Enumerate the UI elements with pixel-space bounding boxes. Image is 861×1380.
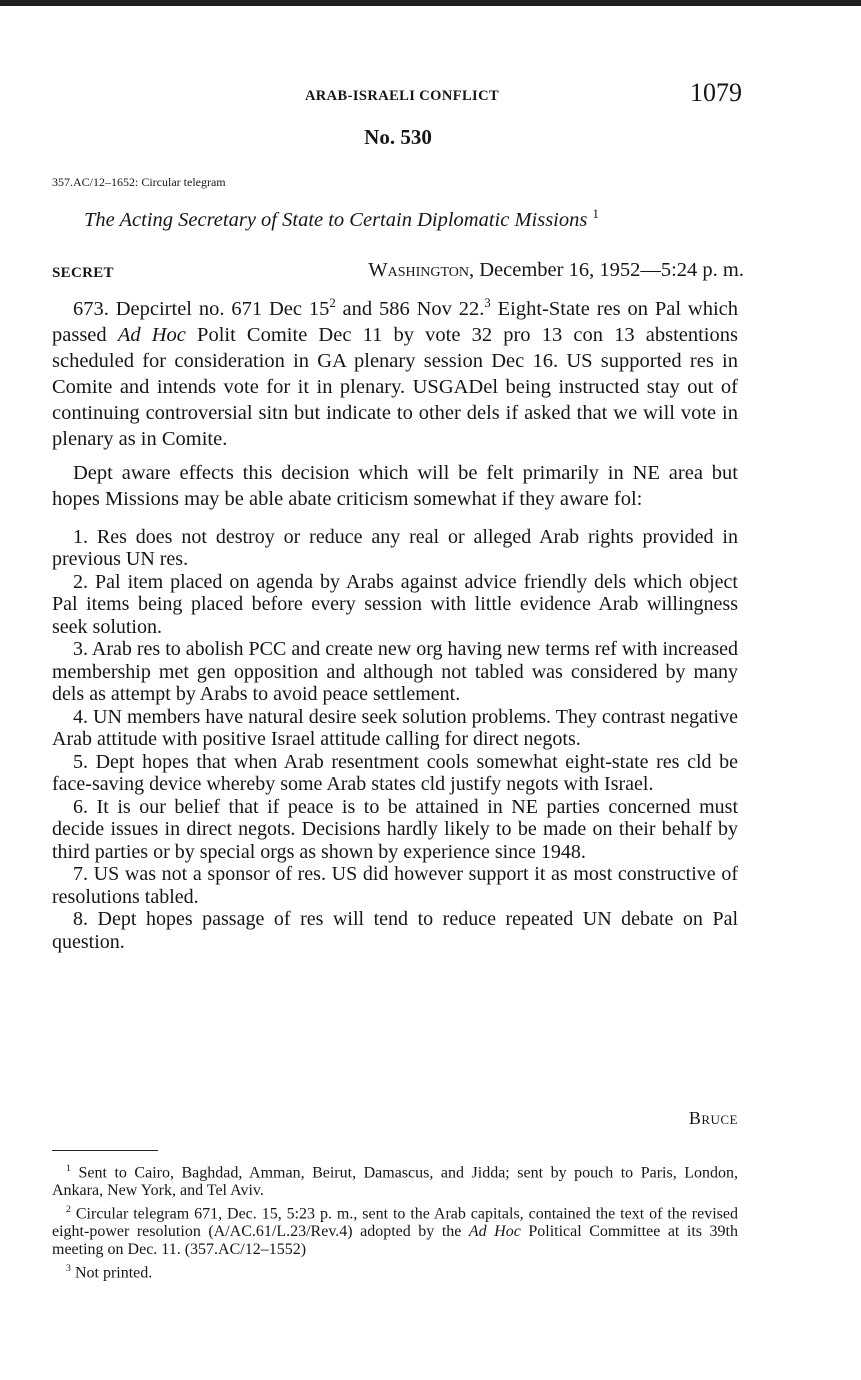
running-title: ARAB-ISRAELI CONFLICT: [304, 88, 500, 104]
footnotes: [52, 1160, 738, 1284]
paragraph-1-text-c: Eight-State res on Pal which passed: [52, 297, 738, 346]
paragraph-1-italic: Ad Hoc: [117, 323, 186, 346]
list-item: 6. It is our belief that if peace is to be attained in NE parties concerned must decide issues in direct negots. Decisions hardly likely to be made on their behalf by third parties or by special orgs as shown by experience since 1948.: [52, 795, 738, 863]
list-item: 1. Res does not destroy or reduce any real or alleged Arab rights provided in previous UN res.: [52, 525, 738, 571]
footnote-divider: [52, 1150, 158, 1151]
dateline: [368, 259, 744, 282]
footnote-2-italic: Ad Hoc: [468, 1223, 521, 1241]
document-title-text: The Acting Secretary of State to Certain Diplomatic Missions: [84, 208, 588, 231]
document-number: No. 530: [364, 125, 432, 149]
page-number: 1079: [690, 78, 742, 107]
paragraph-1-text-a: 673. Depcirtel no. 671 Dec 15: [73, 297, 330, 320]
running-header: [52, 78, 742, 110]
footnote-1-text: Sent to Cairo, Baghdad, Amman, Beirut, Damascus, and Jidda; sent by pouch to Paris, London, Ankara, New York, and Tel Aviv.: [52, 1164, 738, 1199]
list-item: 8. Dept hopes passage of res will tend to reduce repeated UN debate on Pal question.: [52, 908, 738, 953]
top-border-line: [0, 0, 861, 6]
file-reference: 357.AC/12–1652: Circular telegram: [52, 175, 226, 189]
footnote-2-mark: 2: [66, 1204, 71, 1216]
footnote-ref-2[interactable]: 2: [329, 296, 336, 310]
document-title: [84, 207, 599, 232]
points-list: [52, 526, 738, 954]
footnote-2-text-a: Circular telegram 671, Dec. 15, 5:23 p. m., sent to the Arab capitals, contained the text of the revised eight-power resolution (A/AC.61/L.23/Rev.4) adopted by the: [52, 1205, 738, 1241]
list-item: 4. UN members have natural desire seek solution problems. They contrast negative Arab attitude with positive Israel attitude calling for direct negots.: [52, 705, 738, 751]
footnote-2-text-b: Political Committee at its 39th meeting on Dec. 11. (357.AC/12–1552): [52, 1223, 738, 1258]
footnote-3: [52, 1260, 738, 1282]
classification-label: SECRET: [52, 265, 114, 281]
list-item: 5. Dept hopes that when Arab resentment cools somewhat eight-state res cld be face-saving device whereby some Arab states cld justify negots with Israel.: [52, 750, 738, 796]
footnote-3-text: Not printed.: [70, 1264, 153, 1282]
footnote-ref-3[interactable]: 3: [484, 296, 491, 310]
footnote-3-mark: 3: [66, 1263, 71, 1275]
paragraph-1: [52, 290, 738, 452]
list-item: 3. Arab res to abolish PCC and create new org having new terms ref with increased membership met gen opposition and although not tabled was considered by many dels as attempt by Arabs to avoid peace settlement.: [52, 638, 738, 706]
signature: Bruce: [688, 1108, 738, 1128]
footnote-ref-1[interactable]: 1: [592, 207, 599, 221]
paragraph-1-text-b: and 586 Nov 22.: [335, 297, 485, 320]
footnote-1-mark: 1: [66, 1163, 71, 1174]
paragraph-2: Dept aware effects this decision which will be felt primarily in NE area but hopes Missions may be able abate criticism somewhat if they aware fol:: [52, 461, 738, 510]
dateline-place: Washington,: [368, 259, 475, 281]
dateline-date: December 16, 1952—5:24 p. m.: [479, 259, 744, 281]
list-item: 7. US was not a sponsor of res. US did however support it as most constructive of resolutions tabled.: [52, 863, 738, 908]
paragraph-1-text-d: Polit Comite Dec 11 by vote 32 pro 13 con 13 abstentions scheduled for consideration in GA plenary session Dec 16. US supported res in Comite and intends vote for it in plenary. USGADel being instructed stay out of continuing controversial sitn but indicate to other dels if asked that we will vote in plenary as in Comite.: [52, 323, 738, 450]
footnote-2: [52, 1201, 738, 1258]
telegram-body: [52, 290, 738, 953]
footnote-1: [52, 1160, 738, 1199]
list-item: 2. Pal item placed on agenda by Arabs against advice friendly dels which object Pal items being placed before every session with little evidence Arab willingness seek solution.: [52, 570, 738, 638]
